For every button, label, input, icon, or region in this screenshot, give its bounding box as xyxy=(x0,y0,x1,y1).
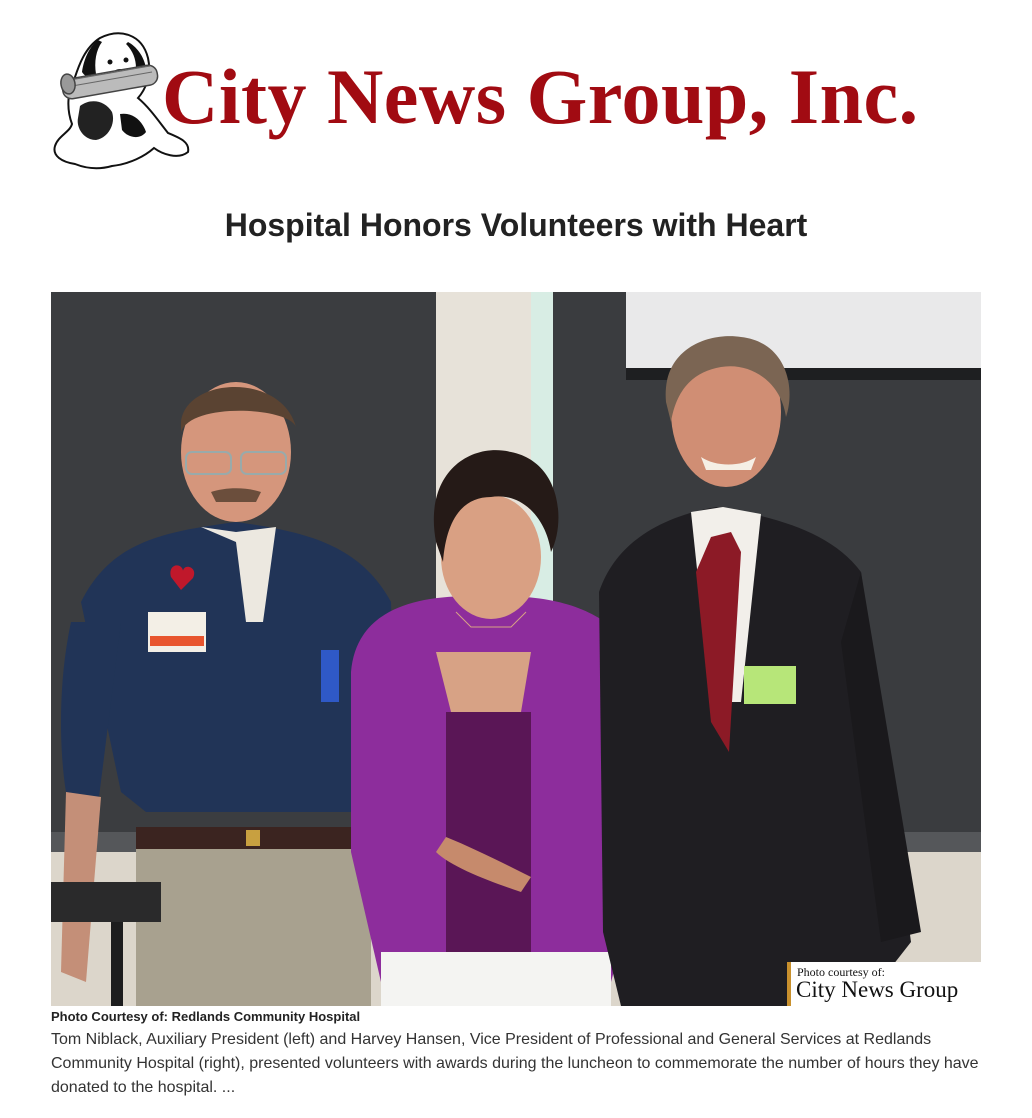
photo-caption: Tom Niblack, Auxiliary President (left) and Harvey Hansen, Vice President of Professional and General Services at Redlands Community Hospital (right), presented volunteers with awards during the luncheon to commemorate the number of hours they have donated to the hospital. ... xyxy=(51,1031,979,1096)
site-header xyxy=(50,28,980,178)
watermark-brand: City News Group xyxy=(796,977,959,1002)
watermark-caption: Photo courtesy of: xyxy=(797,965,885,979)
photo-illustration xyxy=(51,292,981,1006)
photo-credit: Photo Courtesy of: Redlands Community Hospital xyxy=(51,1009,361,1024)
photo-watermark xyxy=(787,962,981,1006)
logo-text: City News Group, Inc. xyxy=(162,53,919,140)
article-headline: Hospital Honors Volunteers with Heart xyxy=(224,207,808,243)
article-photo xyxy=(51,292,981,1006)
